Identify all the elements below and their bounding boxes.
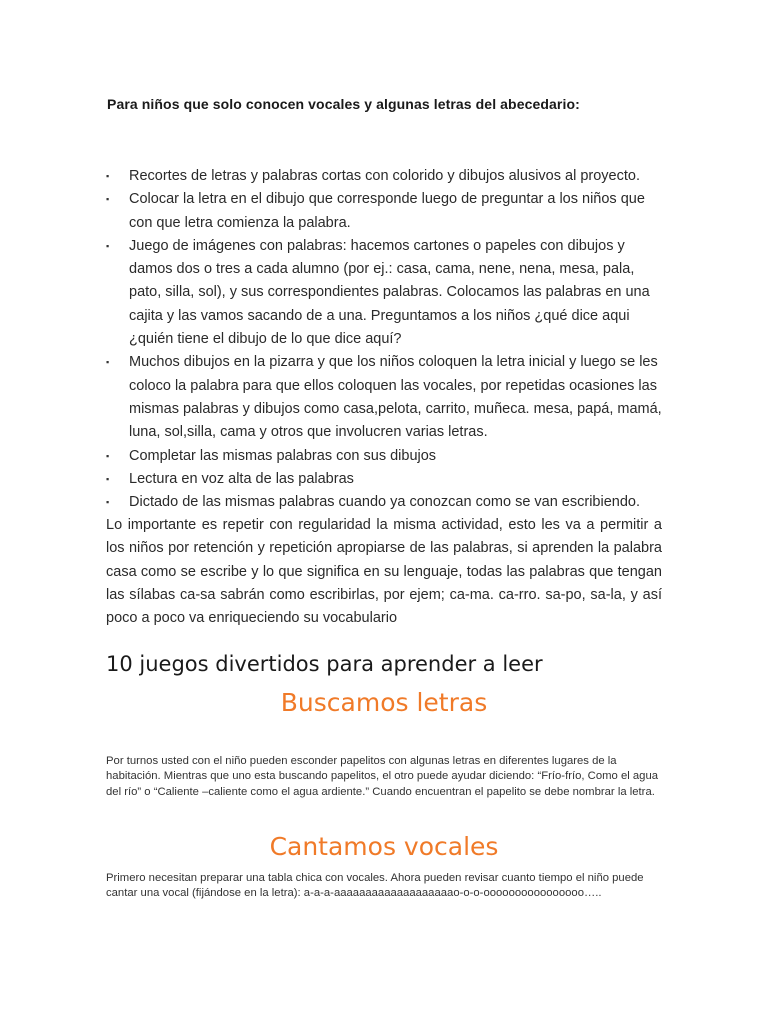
bullet-icon: ▪ <box>106 473 110 484</box>
list-item-text: Colocar la letra en el dibujo que corresponde luego de preguntar a los niños que con que letra comienza la palabra. <box>129 191 645 231</box>
list-item-text: Dictado de las mismas palabras cuando ya conozcan como se van escribiendo. <box>129 494 640 511</box>
list-item <box>106 165 666 188</box>
list-item <box>106 188 666 235</box>
bullet-icon: ▪ <box>106 357 110 368</box>
game-title-cantamos-vocales: Cantamos vocales <box>269 832 499 861</box>
list-item <box>106 445 666 468</box>
bullet-icon: ▪ <box>106 240 110 251</box>
intro-heading: Para niños que solo conocen vocales y algunas letras del abecedario: <box>107 96 580 112</box>
list-item-text: Completar las mismas palabras con sus dibujos <box>129 447 437 464</box>
game-description-buscamos-letras: Por turnos usted con el niño pueden esconder papelitos con algunas letras en diferentes lugares de la habitación. Mientras que uno esta buscando papelitos, el otro puede ayudar diciendo: “Frío-frío, Como el agua del río” o “Caliente –caliente como el agua ardiente.” Cuando encuentran el papelito se debe nombrar la letra. <box>106 755 659 798</box>
bullet-icon: ▪ <box>106 450 110 461</box>
list-item-text: Lectura en voz alta de las palabras <box>129 470 354 487</box>
list-item <box>106 351 666 444</box>
bullet-icon: ▪ <box>106 194 110 205</box>
list-item <box>106 468 666 491</box>
bullet-icon: ▪ <box>106 497 110 508</box>
bullet-icon: ▪ <box>106 171 110 181</box>
game-description-cantamos-vocales: Primero necesitan preparar una tabla chica con vocales. Ahora pueden revisar cuanto tiempo el niño puede cantar una vocal (fijándose en la letra): a-a-a-aaaaaaaaaaaaaaaaaaao-o-o-oooooooooooooooo….. <box>106 872 644 900</box>
list-item <box>106 235 666 351</box>
list-item-text: Muchos dibujos en la pizarra y que los niños coloquen la letra inicial y luego se les coloco la palabra para que ellos coloquen las vocales, por repetidas ocasiones las mismas palabras y dibujos como casa,pelota, carrito, muñeca. mesa, papá, mamá, luna, sol,silla, cama y otros que involucren varias letras. <box>129 354 662 441</box>
list-item <box>106 491 666 514</box>
list-item-text: Juego de imágenes con palabras: hacemos cartones o papeles con dibujos y damos dos o tres a cada alumno (por ej.: casa, cama, nene, nena, mesa, pala, pato, silla, sol), y sus correspondientes palabras. Colocamos las palabras en una cajita y las vamos sacando de a una. Preguntamos a los niños ¿qué dice aqui ¿quién tiene el dibujo de lo que dice aquí? <box>129 237 650 348</box>
activity-list <box>106 165 666 514</box>
section-title: 10 juegos divertidos para aprender a leer <box>106 652 543 676</box>
main-paragraph: Lo importante es repetir con regularidad la misma actividad, esto les va a permitir a los niños por retención y repetición apropiarse de las palabras, si aprenden la palabra casa como se escribe y lo que significa en su lenguaje, todas las palabras que tengan las sílabas ca-sa sabrán como escribirlas, por ejem; ca-ma. ca-rro. sa-po, sa-la, y así poco a poco va enriqueciendo su vocabulario <box>106 517 662 627</box>
game-title-buscamos-letras: Buscamos letras <box>280 688 488 717</box>
list-item-text: Recortes de letras y palabras cortas con colorido y dibujos alusivos al proyecto. <box>129 168 640 184</box>
